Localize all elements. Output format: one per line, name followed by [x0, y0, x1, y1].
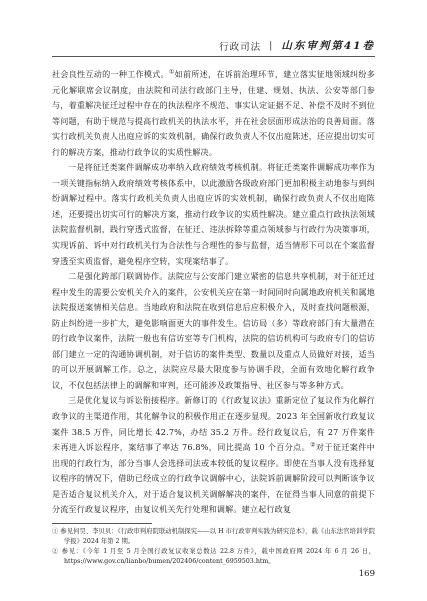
paragraph-1: 社会良性互动的一种工作模式。①如前所述，在诉前治理环节，建立落实征地领域纠纷多元化解联席会议制度，由法院和司法行政部门主导，住建、规划、执法、公安等部门参与，着重解决征迁过程中存在的执法程序不规范、事实认定证据不足、补偿不及时不到位等问题，有助于规范与提高行政机关的执法水平，并在社会层面形成法治的良善局面。落实行政机关负责人出庭应诉的实效机制，确保行政负责人不仅出庭陈述，还应提出切实可行的解决方案，推动行政争议的实质性解决。 — [52, 68, 375, 157]
footnote-ref-2[interactable]: ② — [310, 441, 316, 449]
footnote-1: ① 参见何昊、李贝贝：《行政审判府院联动机制探究——以 H 市行政审判实践为研究范本》，载《山东法官培训学院学报》2024 年第 2 期。 — [52, 528, 375, 545]
footnotes — [52, 527, 375, 567]
footnote-2: ② 参见：《今年 1 月至 5 月全国行政复议收案总数达 22.8 万件》，载中国政府网 2024 年 6 月 26 日，https://www.gov.cn/lianbo/bumen/202406/content_6959503.htm。 — [52, 548, 375, 565]
paragraph-2: 一是将征迁类案件调解成功率纳入政府绩效考核机制。将征迁类案件调解成功率作为一项关键指标纳入政府绩效考核体系中，以此激励各级政府部门更加积极主动地参与到纠纷调解过程中。落实行政机关负责人出庭应诉的实效机制，确保行政负责人不仅出庭陈述，还要提出切实可行的解决方案，推动行政争议的实质性解决。建立重点行政执法领域法院监督机制，践行穿透式监督，在征迁、违法拆除等重点领域参与行政行为决策事项，实现诉前、诉中对行政机关行为合法性与合理性的参与监督，适当情形下可以在个案监督穿透至实质监督，避免程序空转，实现案结事了。 — [52, 163, 375, 266]
section-title: 行政司法 — [219, 41, 262, 53]
body-text — [52, 67, 375, 518]
page-number: 169 — [358, 569, 375, 579]
paragraph-3: 二是强化跨部门联调协作。法院应与公安部门建立紧密的信息共享机制，对于征迁过程中发生的需要公安机关介入的案件，公安机关应在第一时间同时向属地政府机关和属地法院报送案情相关信息。当地政府和法院在收到信息后应积极介入，及时查找问题根源，防止纠纷进一步扩大，避免影响面更大的事件发生。信访局（多）等政府部门有大量潜在的行政争议案件，法院一般也有信访室等专门机构，法院的信访机构可与政府专门的信访部门建立一定的沟通协调机制，对于信访的案件类型、数量以及重点人员做好对接，适当的可以开展调解工作。总之，法院应尽最大限度参与协调手段，全面有效地化解行政争议，不仅包括法律上的调解和审判，还可能涉及政策指导、社区参与等多种方式。 — [52, 272, 375, 390]
paragraph-4: 三是优化复议与诉讼衔接程序。新修订的《行政复议法》重新定位了复议作为化解行政争议的主渠道作用，其化解争议的积极作用正在逐步显现。2023 年全国新收行政复议案件 38.5 万件，同比增长 42.7%，办结 35.2 万件。经行政复议后，有 27 万件案件未再进入诉讼程序，案结事了率达 76.8%，同比提高 10 个百分点。②对于征迁案件中出现的行政行为，部分当事人会选择司法或本较低的复议程序。即使在当事人没有选择复议程序的情况下，借助已经成立的行政争议调解中心，法院诉前调解阶段可以判断该争议是否适合复议机关介入，对于适合复议机关调解解决的案件，在征得当事人同意的前提下分流至行政复议程序，由复议机关先行处理和调解。建立起行政复 — [52, 396, 375, 515]
header-separator: | — [269, 40, 274, 51]
running-header — [219, 38, 375, 53]
footnote-rule — [52, 523, 152, 524]
journal-title: 山东审判第41卷 — [281, 40, 375, 52]
footnote-ref-1[interactable]: ① — [168, 68, 175, 76]
header-rule — [52, 56, 375, 57]
